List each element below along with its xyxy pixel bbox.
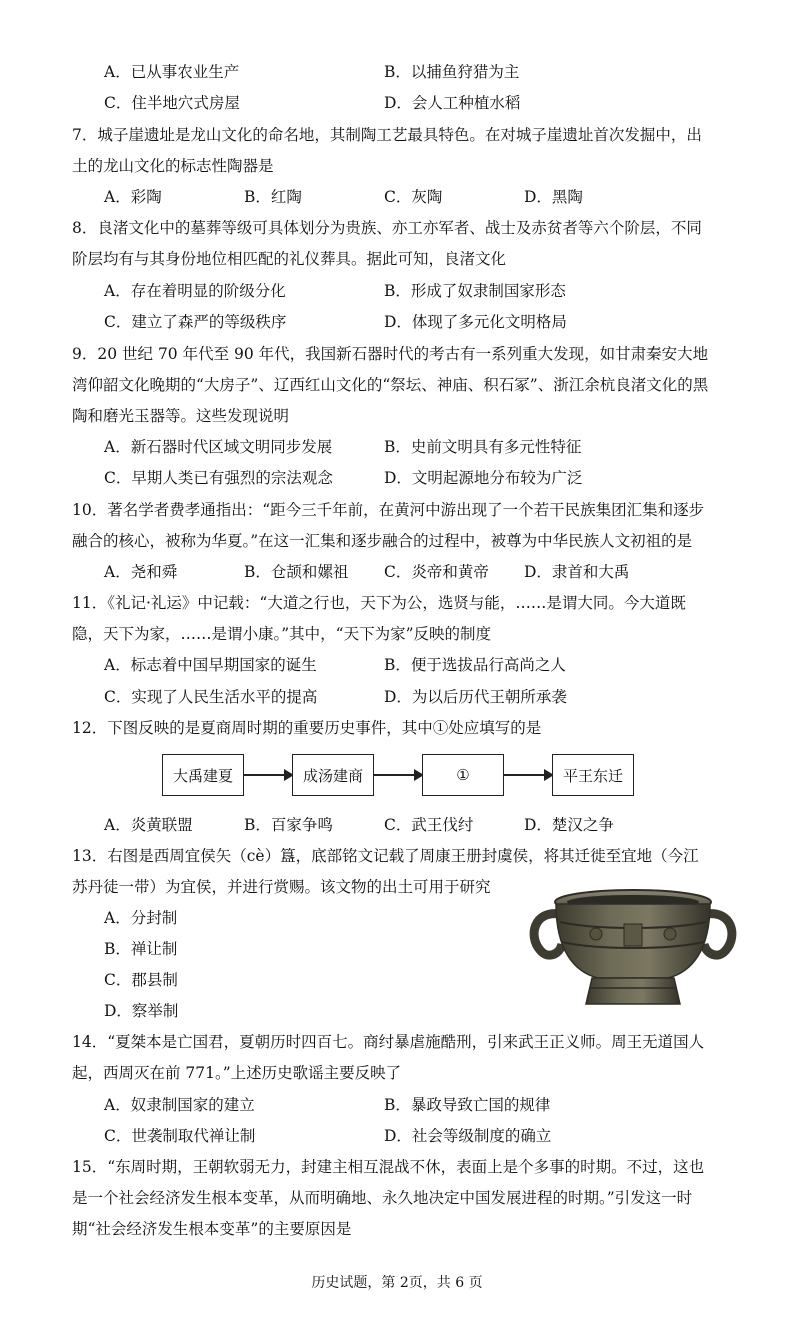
option-d: D．社会等级制度的确立: [384, 1127, 552, 1145]
option-b: B．以捕鱼狩猎为主: [384, 63, 520, 81]
question-stem: 起，西周灭在前 771。”上述历史歌谣主要反映了: [72, 1064, 402, 1082]
option-c: C．世袭制取代禅让制: [104, 1127, 256, 1145]
question-stem: 7．城子崖遗址是龙山文化的命名地，其制陶工艺最具特色。在对城子崖遗址首次发掘中，出: [72, 126, 702, 144]
question-stem: 隐，天下为家，……是谓小康。”其中，“天下为家”反映的制度: [72, 625, 492, 643]
option-a: A．新石器时代区域文明同步发展: [104, 438, 333, 456]
question-stem: 是一个社会经济发生根本变革，从而明确地、永久地决定中国发展进程的时期。”引发这一时: [72, 1189, 693, 1207]
option-c: C．住半地穴式房屋: [104, 94, 240, 112]
question-stem: 9．20 世纪 70 年代至 90 年代，我国新石器时代的考古有一系列重大发现，如甘肃秦安大地: [72, 345, 709, 363]
option-c: C．灰陶: [384, 188, 443, 206]
question-stem: 湾仰韶文化晚期的“大房子”、辽西红山文化的“祭坛、神庙、积石冢”、浙江余杭良渚文化的黑: [72, 376, 709, 394]
question-stem: 10．著名学者费孝通指出：“距今三千年前，在黄河中游出现了一个若干民族集团汇集和逐步: [72, 501, 705, 519]
option-b: B．便于选拔品行高尚之人: [384, 656, 566, 674]
option-c: C．炎帝和黄帝: [384, 563, 489, 581]
option-a: A．分封制: [104, 909, 178, 927]
option-a: A．已从事农业生产: [104, 63, 240, 81]
option-a: A．存在着明显的阶级分化: [104, 282, 286, 300]
option-d: D．隶首和大禹: [524, 563, 630, 581]
flow-box-shang: 成汤建商: [292, 754, 374, 796]
page-footer: 历史试题，第 2页，共 6 页: [311, 1275, 483, 1291]
question-stem: 14．“夏桀本是亡国君，夏朝历时四百七。商纣暴虐施酷刑，引来武王正义师。周王无道国人: [72, 1033, 705, 1051]
option-b: B．史前文明具有多元性特征: [384, 438, 582, 456]
option-d: D．为以后历代王朝所承袭: [384, 688, 567, 706]
question-stem: 苏丹徒一带）为宜侯，并进行赏赐。该文物的出土可用于研究: [72, 878, 491, 896]
flow-box-blank: ①: [422, 754, 504, 796]
flow-box-zhou: 平王东迁: [552, 754, 634, 796]
option-b: B．形成了奴隶制国家形态: [384, 282, 566, 300]
option-b: B．暴政导致亡国的规律: [384, 1096, 551, 1114]
option-b: B．禅让制: [104, 940, 178, 958]
option-c: C．武王伐纣: [384, 816, 474, 834]
option-a: A．标志着中国早期国家的诞生: [104, 656, 317, 674]
option-c: C．郡县制: [104, 971, 178, 989]
option-a: A．炎黄联盟: [104, 816, 193, 834]
arrow-icon: [504, 774, 552, 776]
arrow-icon: [374, 774, 422, 776]
question-stem: 融合的核心，被称为华夏。”在这一汇集和逐步融合的过程中，被尊为中华民族人文初祖的是: [72, 532, 693, 550]
option-d: D．察举制: [104, 1002, 179, 1020]
option-b: B．仓颉和嫘祖: [244, 563, 349, 581]
option-d: D．会人工种植水稻: [384, 94, 521, 112]
question-stem: 8．良渚文化中的墓葬等级可具体划分为贵族、亦工亦军者、战士及赤贫者等六个阶层，不同: [72, 219, 702, 237]
option-b: B．百家争鸣: [244, 816, 333, 834]
option-a: A．彩陶: [104, 188, 162, 206]
flow-box-xia: 大禹建夏: [162, 754, 244, 796]
option-b: B．红陶: [244, 188, 302, 206]
question-stem: 15．“东周时期，王朝软弱无力，封建主相互混战不休，表面上是个多事的时期。不过，这也: [72, 1158, 705, 1176]
question-stem: 土的龙山文化的标志性陶器是: [72, 157, 274, 175]
question-stem: 13．右图是西周宜侯矢（cè）簋，底部铭文记载了周康王册封虞侯，将其迁徙至宜地（今江: [72, 847, 699, 865]
option-a: A．奴隶制国家的建立: [104, 1096, 255, 1114]
option-d: D．楚汉之争: [524, 816, 614, 834]
option-d: D．体现了多元化文明格局: [384, 313, 567, 331]
question-stem: 12．下图反映的是夏商周时期的重要历史事件，其中①处应填写的是: [72, 719, 542, 737]
question-stem: 陶和磨光玉器等。这些发现说明: [72, 407, 290, 425]
question-stem: 期“社会经济发生根本变革”的主要原因是: [72, 1220, 352, 1238]
bronze-gui-image: [526, 880, 740, 1010]
question-stem: 阶层均有与其身份地位相匹配的礼仪葬具。据此可知，良渚文化: [72, 250, 507, 268]
option-c: C．建立了森严的等级秩序: [104, 313, 287, 331]
option-d: D．黑陶: [524, 188, 583, 206]
option-c: C．实现了人民生活水平的提高: [104, 688, 318, 706]
option-c: C．早期人类已有强烈的宗法观念: [104, 469, 333, 487]
option-a: A．尧和舜: [104, 563, 178, 581]
question-stem: 11．《礼记·礼运》中记载：“大道之行也，天下为公，选贤与能，……是谓大同。今大道既: [72, 594, 686, 612]
arrow-icon: [244, 774, 292, 776]
option-d: D．文明起源地分布较为广泛: [384, 469, 583, 487]
